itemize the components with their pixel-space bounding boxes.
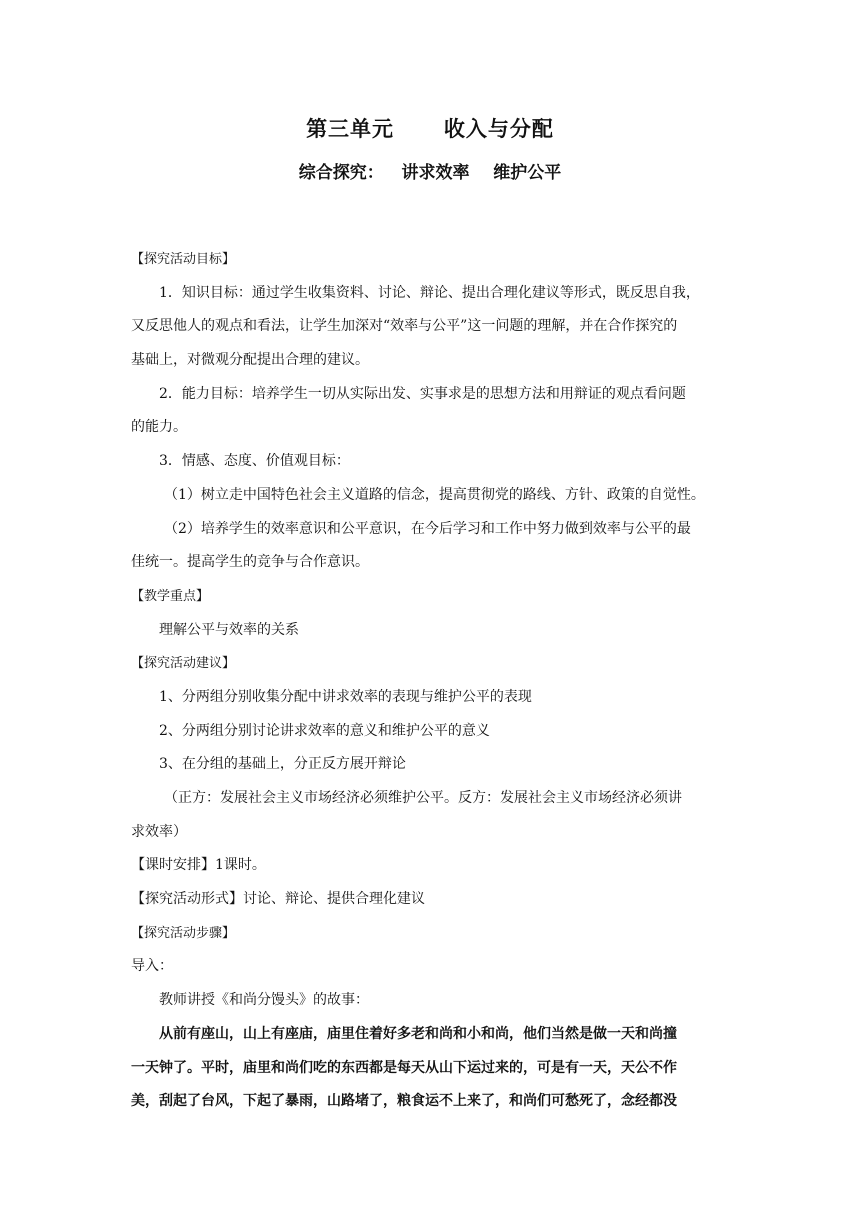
paragraph-line: 1．知识目标：通过学生收集资料、讨论、辩论、提出合理化建议等形式，既反思自我， [159,284,700,301]
lesson-title: 综合探究： 讲求效率 维护公平 [298,163,562,183]
paragraph-line: 的能力。 [131,419,187,436]
paragraph-line: （2）培养学生的效率意识和公平意识，在今后学习和工作中努力做到效率与公平的最 [164,520,691,537]
story-line: 从前有座山，山上有座庙，庙里住着好多老和尚和小和尚，他们当然是做一天和尚撞 [159,1025,677,1042]
section-heading-goals: 【探究活动目标】 [131,252,236,267]
section-heading-format: 【探究活动形式】讨论、辩论、提供合理化建议 [131,891,425,908]
paragraph-line: 导入： [131,958,173,975]
section-heading-steps: 【探究活动步骤】 [131,925,236,941]
document-body [131,243,731,1119]
story-line: 一天钟了。平时，庙里和尚们吃的东西都是每天从山下运过来的，可是有一天，天公不作 [131,1059,677,1076]
list-item: 3、在分组的基础上，分正反方展开辩论 [159,756,406,773]
paragraph-line: （1）树立走中国特色社会主义道路的信念，提高贯彻党的路线、方针、政策的自觉性。 [164,486,705,503]
paragraph-line: 基础上，对微观分配提出合理的建议。 [131,352,369,369]
story-line: 美，刮起了台风，下起了暴雨，山路堵了，粮食运不上来了，和尚们可愁死了，念经都没 [131,1093,677,1110]
paragraph-line: 求效率） [131,823,187,840]
list-item: 2、分两组分别讨论讲求效率的意义和维护公平的意义 [159,722,490,739]
paragraph-line: 理解公平与效率的关系 [159,621,299,638]
paragraph-line: 又反思他人的观点和看法，让学生加深对“效率与公平”这一问题的理解，并在合作探究的 [131,318,678,335]
list-item: 1、分两组分别收集分配中讲求效率的表现与维护公平的表现 [159,688,532,705]
paragraph-line: 2．能力目标：培养学生一切从实际出发、实事求是的思想方法和用辩证的观点看问题 [159,385,686,402]
paragraph-line: （正方：发展社会主义市场经济必须维护公平。反方：发展社会主义市场经济必须讲 [164,790,682,806]
section-heading-schedule: 【课时安排】1课时。 [131,857,266,874]
unit-title: 第三单元 收入与分配 [306,117,554,141]
section-heading-suggestions: 【探究活动建议】 [131,656,236,672]
paragraph-line: 教师讲授《和尚分馒头》的故事： [159,992,369,1009]
section-heading-focus: 【教学重点】 [131,588,210,604]
paragraph-line: 佳统一。提高学生的竞争与合作意识。 [131,554,369,571]
paragraph-line: 3．情感、态度、价值观目标： [159,453,350,470]
